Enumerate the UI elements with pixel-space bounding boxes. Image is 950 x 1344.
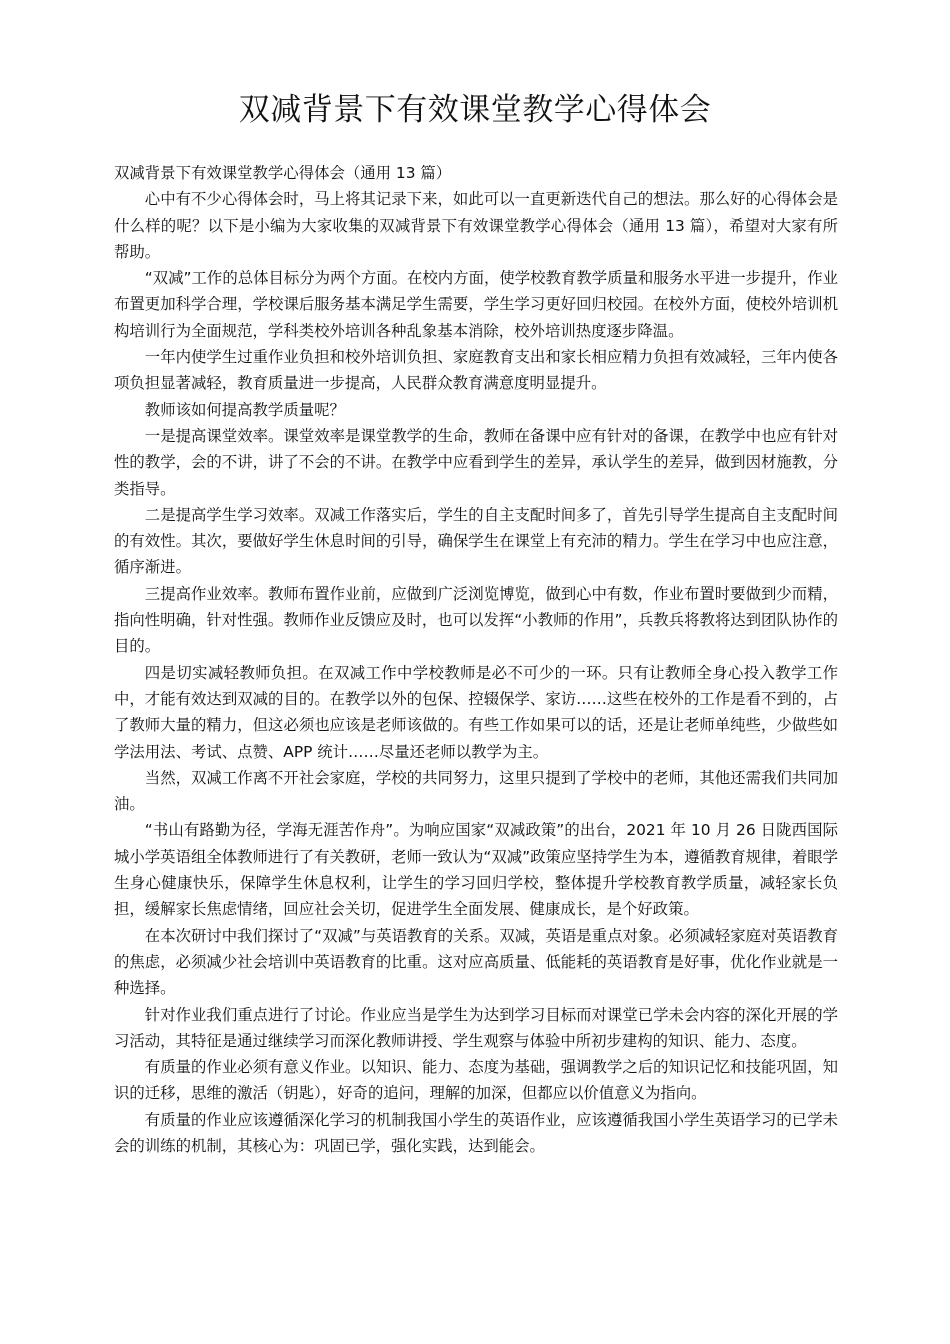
paragraph-quality: 有质量的作业必须有意义作业。以知识、能力、态度为基础，强调教学之后的知识记忆和技能巩固，知识的迁移，思维的激活（钥匙），好奇的追问，理解的加深，但都应以价值意义为指向。 xyxy=(114,1058,838,1103)
paragraph-point-2: 二是提高学生学习效率。双减工作落实后，学生的自主支配时间多了，首先引导学生提高自主支配时间的有效性。其次，要做好学生休息时间的引导，确保学生在课堂上有充沛的精力。学生在学习中也应注意，循序渐进。 xyxy=(114,505,838,577)
paragraph-society: 当然，双减工作离不开社会家庭，学校的共同努力，这里只提到了学校中的老师，其他还需我们共同加油。 xyxy=(114,768,838,814)
paragraph-question: 教师该如何提高教学质量呢？ xyxy=(144,400,345,419)
paragraph-intro: 心中有不少心得体会时，马上将其记录下来，如此可以一直更新迭代自己的想法。那么好的心得体会是什么样的呢？以下是小编为大家收集的双减背景下有效课堂教学心得体会（通用 13 篇），希望对大家有所帮助。 xyxy=(114,190,838,261)
paragraph-point-3: 三提高作业效率。教师布置作业前，应做到广泛浏览博览，做到心中有数，作业布置时要做到少而精，指向性明确，针对性强。教师作业反馈应及时，也可以发挥“小教师的作用”，兵教兵将教将达到团队协作的目的。 xyxy=(114,584,838,656)
paragraph-english: 在本次研讨中我们探讨了“双减”与英语教育的关系。双减，英语是重点对象。必须减轻家庭对英语教育的焦虑，必须减少社会培训中英语教育的比重。这对应高质量、低能耗的英语教育是好事，优化作业就是一种选择。 xyxy=(114,926,838,998)
paragraph-research: “书山有路勤为径，学海无涯苦作舟”。为响应国家“双减政策”的出台，2021 年 10 月 26 日陇西国际城小学英语组全体教师进行了有关教研，老师一致认为“双减”政策应坚持学生为本，遵循教育规律，着眼学生身心健康快乐，保障学生休息权利，让学生的学习回归学校，整体提升学校教育教学质量，减轻家长负担，缓解家长焦虑情绪，回应社会关切，促进学生全面发展、健康成长，是个好政策。 xyxy=(114,821,838,919)
paragraph-homework: 针对作业我们重点进行了讨论。作业应当是学生为达到学习目标而对课堂已学未会内容的深化开展的学习活动，其特征是通过继续学习而深化教师讲授、学生观察与体验中所初步建构的知识、能力、态度。 xyxy=(114,1005,838,1050)
document-body xyxy=(114,160,838,1159)
paragraph-timeline: 一年内使学生过重作业负担和校外培训负担、家庭教育支出和家长相应精力负担有效减轻，三年内使各项负担显著减轻，教育质量进一步提高，人民群众教育满意度明显提升。 xyxy=(114,348,838,393)
document-subtitle: 双减背景下有效课堂教学心得体会（通用 13 篇） xyxy=(114,164,452,182)
paragraph-goals: “双减”工作的总体目标分为两个方面。在校内方面，使学校教育教学质量和服务水平进一步提升，作业布置更加科学合理，学校课后服务基本满足学生需要，学生学习更好回归校园。在校外方面，使校外培训机构培训行为全面规范，学科类校外培训各种乱象基本消除，校外培训热度逐步降温。 xyxy=(114,269,838,340)
paragraph-point-4: 四是切实减轻教师负担。在双减工作中学校教师是必不可少的一环。只有让教师全身心投入教学工作中，才能有效达到双减的目的。在教学以外的包保、控辍保学、家访……这些在校外的工作是看不到的，占了教师大量的精力，但这必须也应该是老师该做的。有些工作如果可以的话，还是让老师单纯些，少做些如学法用法、考试、点赞、APP 统计……尽量还老师以教学为主。 xyxy=(114,663,838,761)
paragraph-mechanism: 有质量的作业应该遵循深化学习的机制我国小学生的英语作业，应该遵循我国小学生英语学习的已学未会的训练的机制，其核心为：巩固已学，强化实践，达到能会。 xyxy=(114,1110,838,1155)
document-title: 双减背景下有效课堂教学心得体会 xyxy=(238,92,712,128)
paragraph-point-1: 一是提高课堂效率。课堂效率是课堂教学的生命，教师在备课中应有针对的备课，在教学中也应有针对性的教学，会的不讲，讲了不会的不讲。在教学中应看到学生的差异，承认学生的差异，做到因材施教，分类指导。 xyxy=(114,426,838,498)
